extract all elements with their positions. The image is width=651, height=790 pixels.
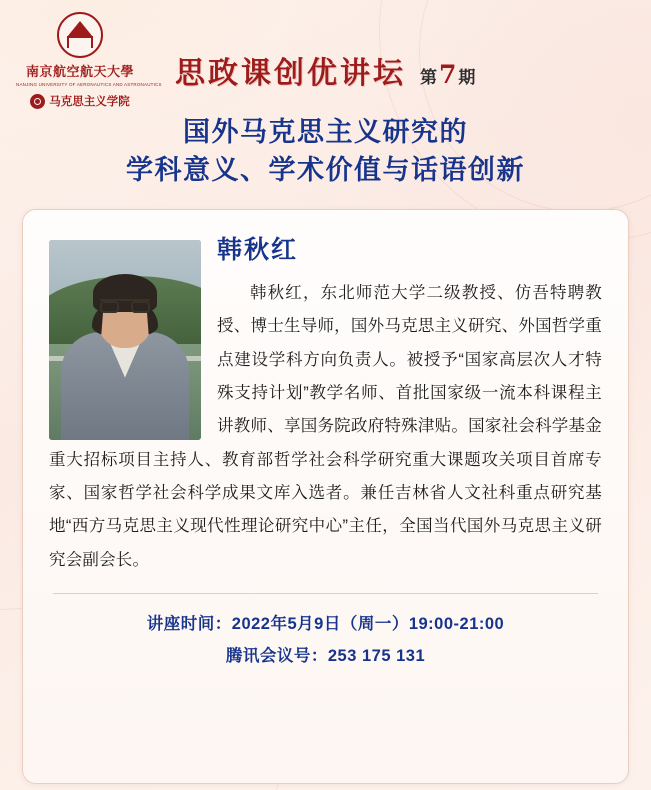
lecture-time-label: 讲座时间： xyxy=(146,615,232,634)
meeting-id-label: 腾讯会议号： xyxy=(225,647,328,666)
university-name-en: NANJING UNIVERSITY OF AERONAUTICS AND ASTRONAUTICS xyxy=(16,82,162,87)
lecture-time-value: 2022年5月9日（周一）19:00-21:00 xyxy=(231,615,505,634)
issue-prefix: 第 xyxy=(420,68,437,87)
title-line-1: 国外马克思主义研究的 xyxy=(183,117,468,148)
forum-heading xyxy=(175,48,475,92)
poster-header xyxy=(0,0,651,108)
school-logo xyxy=(16,93,144,109)
card-divider xyxy=(53,593,598,594)
speaker-name: 韩秋红 xyxy=(217,234,299,264)
issue-number: 7 xyxy=(439,60,457,89)
speaker-portrait xyxy=(49,240,201,440)
university-seal-icon xyxy=(57,12,103,58)
school-emblem-icon xyxy=(30,94,45,109)
meeting-id-row xyxy=(49,640,602,672)
issue-badge xyxy=(420,60,475,89)
speaker-bio-block xyxy=(49,234,602,577)
lecture-time-row xyxy=(49,608,602,640)
school-name: 马克思主义学院 xyxy=(49,96,130,108)
event-details xyxy=(49,608,602,672)
speaker-biography: 韩秋红，东北师范大学二级教授、仿吾特聘教授、博士生导师，国外马克思主义研究、外国哲学重点建设学科方向负责人。被授予“国家高层次人才特殊支持计划”教学名师、首批国家级一流本科课程主讲教师、享国务院政府特殊津贴。国家社会科学基金重大招标项目主持人、教育部哲学社会科学研究重大课题攻关项目首席专家、国家哲学社会科学成果文库入选者。兼任吉林省人文社科重点研究基地“西方马克思主义现代性理论研究中心”主任，全国当代国外马克思主义研究会副会长。 xyxy=(49,284,602,569)
portrait-glasses-icon xyxy=(100,299,150,314)
university-name-cn: 南京航空航天大學 xyxy=(25,64,134,79)
speaker-card xyxy=(22,209,629,784)
meeting-id-value: 253 175 131 xyxy=(327,647,426,666)
issue-suffix: 期 xyxy=(458,68,476,87)
title-line-2: 学科意义、学术价值与话语创新 xyxy=(126,155,525,187)
forum-title: 思政课创优讲坛 xyxy=(175,56,406,91)
university-logo xyxy=(16,12,162,109)
